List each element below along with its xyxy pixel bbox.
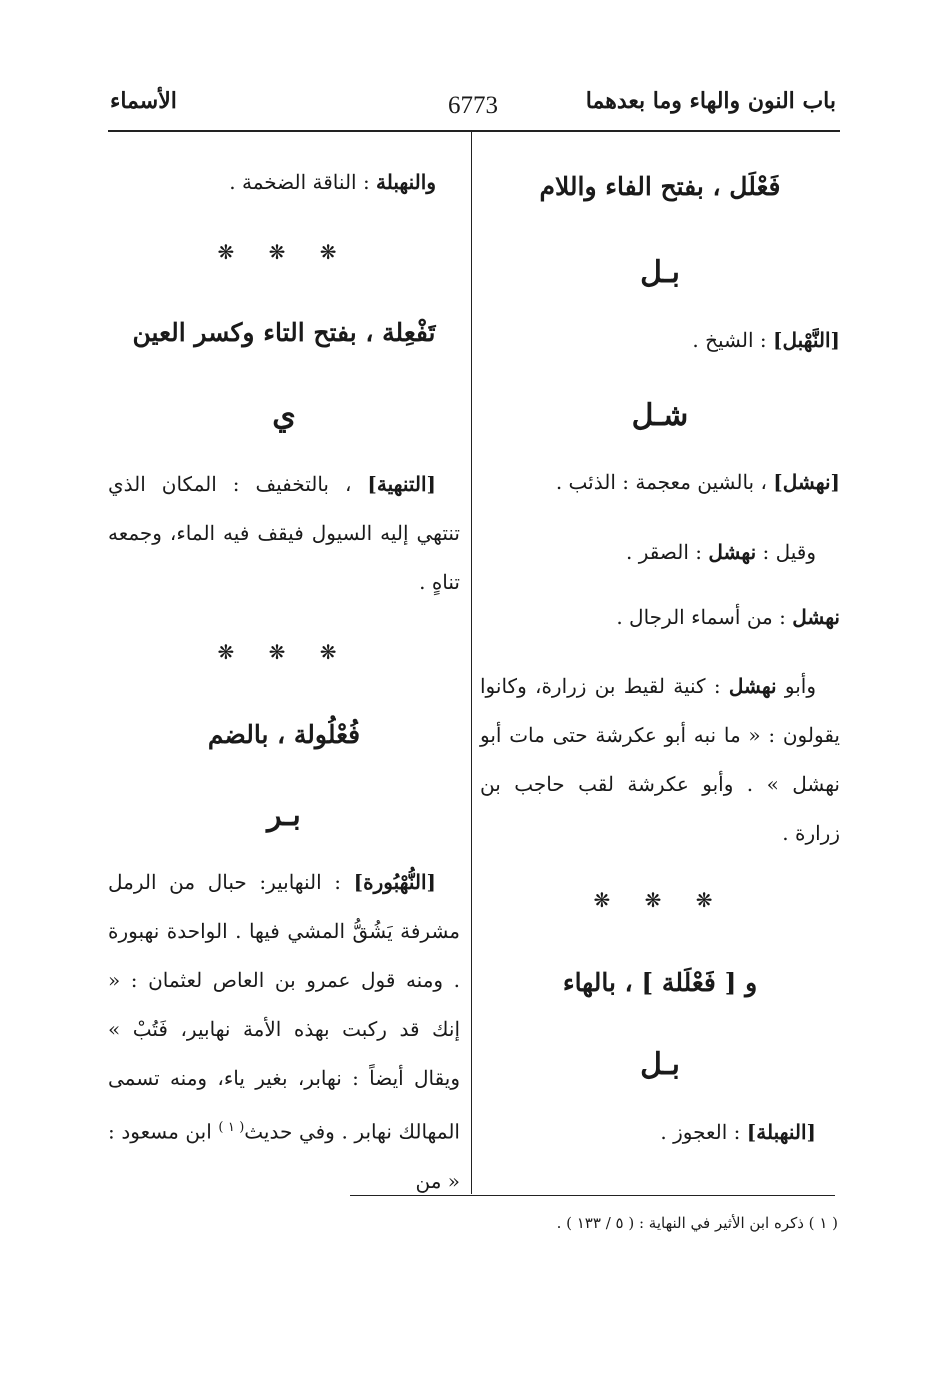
entry-headword: [النهبلة] xyxy=(746,1120,816,1144)
entry-headword: [التنهية] xyxy=(367,472,437,496)
entry-definition: : الناقة الضخمة . xyxy=(229,170,370,194)
entry-headword: نهشل xyxy=(792,605,840,629)
dictionary-entry xyxy=(480,328,840,352)
page-number: 6773 xyxy=(448,92,498,119)
entry-headword: [النَّهْبل] xyxy=(772,328,840,352)
dictionary-entry xyxy=(480,662,840,858)
dictionary-entry xyxy=(480,470,840,494)
footnote-reference[interactable]: ( ١ ) xyxy=(218,1120,245,1135)
entry-definition: : كنية لقيط بن زرارة، وكانوا يقولون : « ما نبه أبو عكرشة حتى مات أبو نهشل » . وأبو عكرشة لقب حاجب بن زرارة . xyxy=(480,674,840,845)
header-rule xyxy=(108,130,840,132)
section-separator: ❋ ❋ ❋ xyxy=(217,640,351,664)
entry-headword: نهشل xyxy=(708,540,757,564)
root-heading: ي xyxy=(272,398,296,433)
root-heading: شـل xyxy=(631,398,689,433)
running-header-chapter: باب النون والهاء وما بعدهما xyxy=(585,88,836,114)
column-divider xyxy=(471,132,472,1194)
entry-headword: [النُّهْبُورة] xyxy=(353,870,436,894)
entry-definition: : النهابير: حبال من الرمل مشرفة يَشُقُّ المشي فيها . الواحدة نهبورة . ومنه قول عمرو بن العاص لعثمان : « إنك قد ركبت بهذه الأمة نهابير، فَتُبْ » ويقال أيضاً : نهابر، بغير ياء، ومنه تسمى المهالك نهابر . وفي حديث xyxy=(108,870,460,1144)
entry-headword: نهشل xyxy=(728,674,777,698)
entry-headword: [نهشل] xyxy=(773,470,840,494)
entry-prefix: وقيل : xyxy=(762,540,816,564)
section-heading: تَفْعِلة ، بفتح التاء وكسر العين xyxy=(132,318,436,347)
entry-headword: والنهبلة xyxy=(376,170,436,194)
entry-definition: : من أسماء الرجال . xyxy=(616,605,786,629)
entry-continuation: ابن مسعود : « من xyxy=(108,1119,460,1193)
section-heading: فَعْلَل ، بفتح الفاء واللام xyxy=(539,172,781,201)
root-heading: بـر xyxy=(267,798,301,833)
dictionary-entry xyxy=(108,170,460,194)
entry-definition: ، بالشين معجمة : الذئب . xyxy=(555,470,767,494)
section-separator: ❋ ❋ ❋ xyxy=(593,888,727,912)
footnote: ( ١ ) ذكره ابن الأثير في النهاية : ( ٥ / ١٣٣ ) . xyxy=(556,1214,838,1232)
dictionary-entry xyxy=(480,605,840,629)
section-heading: و [ فَعْلَلة ] ، بالهاء xyxy=(562,968,758,997)
running-header-section: الأسماء xyxy=(110,88,177,114)
section-heading: فُعْلُولة ، بالضم xyxy=(207,720,361,749)
dictionary-entry xyxy=(108,858,460,1206)
root-heading: بـل xyxy=(640,255,680,290)
dictionary-entry xyxy=(108,460,460,607)
entry-definition: ، بالتخفيف : المكان الذي تنتهي إليه السيول فيقف فيه الماء، وجمعه تناهٍ . xyxy=(108,472,460,594)
entry-definition: : العجوز . xyxy=(660,1120,741,1144)
section-separator: ❋ ❋ ❋ xyxy=(217,240,351,264)
entry-prefix: وأبو xyxy=(784,674,817,698)
entry-definition: : الصقر . xyxy=(626,540,702,564)
dictionary-entry xyxy=(480,540,840,564)
entry-definition: : الشيخ . xyxy=(692,328,767,352)
dictionary-entry xyxy=(480,1120,840,1144)
root-heading: بـل xyxy=(640,1047,680,1082)
